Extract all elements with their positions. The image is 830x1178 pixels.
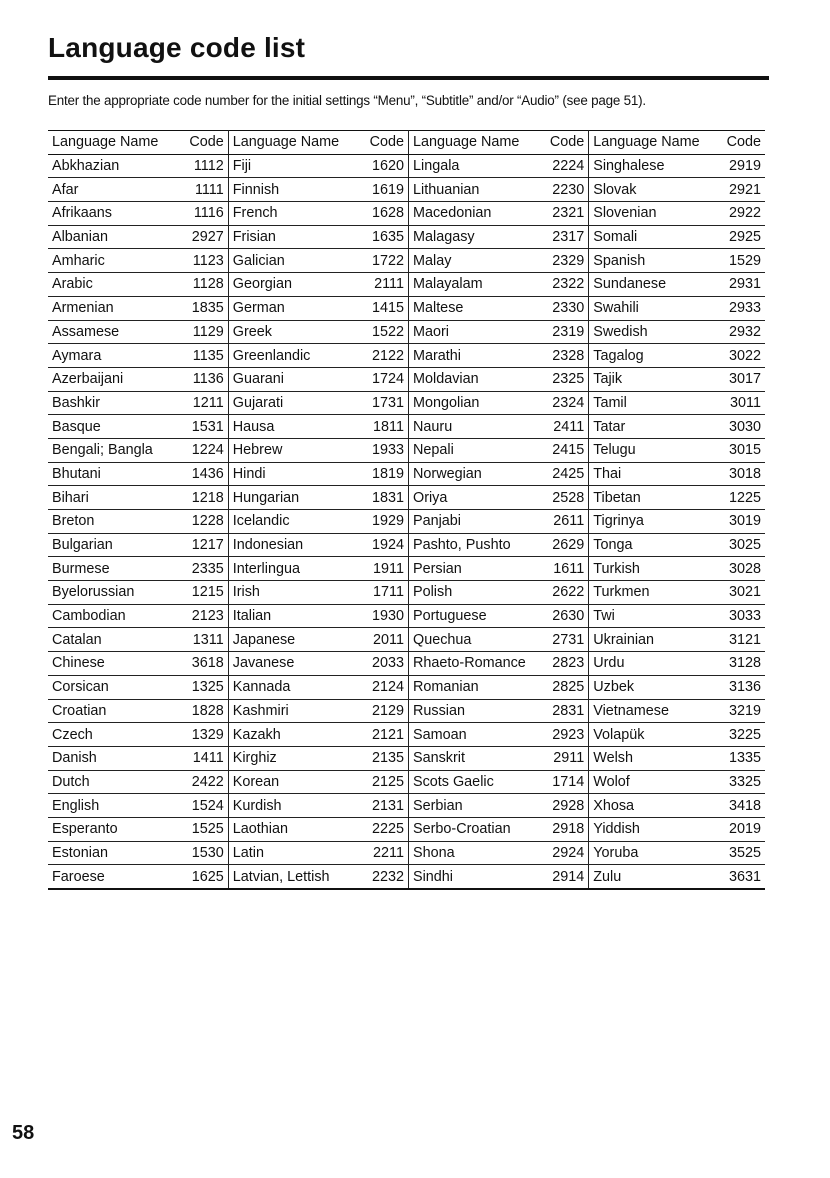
language-code-cell: 1722 <box>361 249 408 273</box>
language-name-cell: Romanian <box>409 675 542 699</box>
language-code-cell: 3618 <box>181 652 228 676</box>
language-code-cell: 3018 <box>720 462 765 486</box>
language-code-cell: 2325 <box>541 367 588 391</box>
language-name-cell: Greek <box>228 320 361 344</box>
language-name-cell: Corsican <box>48 675 181 699</box>
language-name-cell: Laothian <box>228 817 361 841</box>
header-language-name: Language Name <box>409 131 542 155</box>
language-name-cell: Bihari <box>48 486 181 510</box>
language-code-cell: 1411 <box>181 746 228 770</box>
language-code-cell: 1930 <box>361 604 408 628</box>
language-code-cell: 2317 <box>541 225 588 249</box>
language-code-cell: 2425 <box>541 462 588 486</box>
header-language-name: Language Name <box>48 131 181 155</box>
language-name-cell: Russian <box>409 699 542 723</box>
language-name-cell: Serbo-Croatian <box>409 817 542 841</box>
table-row <box>48 675 765 699</box>
language-name-cell: Urdu <box>589 652 720 676</box>
language-name-cell: Hungarian <box>228 486 361 510</box>
language-name-cell: Tamil <box>589 391 720 415</box>
page-number: 58 <box>12 1122 35 1144</box>
table-row <box>48 794 765 818</box>
language-name-cell: Irish <box>228 581 361 605</box>
table-row <box>48 225 765 249</box>
table-row <box>48 628 765 652</box>
language-code-cell: 3219 <box>720 699 765 723</box>
language-name-cell: Armenian <box>48 296 181 320</box>
page-title: Language code list <box>48 32 306 63</box>
language-code-cell: 2019 <box>720 817 765 841</box>
language-code-cell: 2131 <box>361 794 408 818</box>
language-code-cell: 2329 <box>541 249 588 273</box>
header-code: Code <box>541 131 588 155</box>
language-code-cell: 1415 <box>361 296 408 320</box>
language-name-cell: Norwegian <box>409 462 542 486</box>
language-name-cell: Frisian <box>228 225 361 249</box>
language-name-cell: Lingala <box>409 154 542 178</box>
language-code-cell: 3030 <box>720 415 765 439</box>
language-name-cell: Malay <box>409 249 542 273</box>
language-code-cell: 1129 <box>181 320 228 344</box>
language-name-cell: Slovak <box>589 178 720 202</box>
language-code-cell: 2921 <box>720 178 765 202</box>
language-code-cell: 2731 <box>541 628 588 652</box>
language-code-cell: 1136 <box>181 367 228 391</box>
table-row <box>48 296 765 320</box>
table-row <box>48 817 765 841</box>
language-name-cell: Maltese <box>409 296 542 320</box>
table-row <box>48 415 765 439</box>
language-name-cell: Tigrinya <box>589 510 720 534</box>
language-code-cell: 2422 <box>181 770 228 794</box>
language-name-cell: Bashkir <box>48 391 181 415</box>
table-row <box>48 320 765 344</box>
language-name-cell: Fiji <box>228 154 361 178</box>
language-code-cell: 2324 <box>541 391 588 415</box>
language-code-cell: 2924 <box>541 841 588 865</box>
language-name-cell: Italian <box>228 604 361 628</box>
table-header-row <box>48 131 765 155</box>
language-name-cell: Wolof <box>589 770 720 794</box>
language-name-cell: Breton <box>48 510 181 534</box>
language-code-cell: 2918 <box>541 817 588 841</box>
table-row <box>48 462 765 486</box>
language-name-cell: English <box>48 794 181 818</box>
language-code-cell: 3021 <box>720 581 765 605</box>
language-name-cell: Yiddish <box>589 817 720 841</box>
language-code-cell: 1217 <box>181 533 228 557</box>
language-name-cell: Zulu <box>589 865 720 889</box>
language-code-cell: 1924 <box>361 533 408 557</box>
language-code-cell: 3128 <box>720 652 765 676</box>
title-divider <box>48 76 769 80</box>
language-name-cell: Hindi <box>228 462 361 486</box>
table-row <box>48 652 765 676</box>
language-name-cell: Danish <box>48 746 181 770</box>
language-code-cell: 1929 <box>361 510 408 534</box>
language-code-cell: 1111 <box>181 178 228 202</box>
language-name-cell: Burmese <box>48 557 181 581</box>
header-code: Code <box>720 131 765 155</box>
language-code-cell: 2230 <box>541 178 588 202</box>
language-code-cell: 2528 <box>541 486 588 510</box>
language-code-cell: 2319 <box>541 320 588 344</box>
language-name-cell: Azerbaijani <box>48 367 181 391</box>
language-name-cell: Catalan <box>48 628 181 652</box>
language-name-cell: Shona <box>409 841 542 865</box>
table-row <box>48 178 765 202</box>
language-code-cell: 1714 <box>541 770 588 794</box>
language-code-cell: 2629 <box>541 533 588 557</box>
language-code-cell: 1116 <box>181 202 228 226</box>
language-name-cell: Bengali; Bangla <box>48 438 181 462</box>
language-name-cell: Latin <box>228 841 361 865</box>
language-name-cell: French <box>228 202 361 226</box>
language-code-cell: 2911 <box>541 746 588 770</box>
language-code-cell: 1224 <box>181 438 228 462</box>
table-row <box>48 557 765 581</box>
language-code-cell: 1819 <box>361 462 408 486</box>
language-name-cell: Panjabi <box>409 510 542 534</box>
language-name-cell: Javanese <box>228 652 361 676</box>
language-code-cell: 2823 <box>541 652 588 676</box>
language-code-cell: 3033 <box>720 604 765 628</box>
table-row <box>48 770 765 794</box>
language-code-cell: 2135 <box>361 746 408 770</box>
table-row <box>48 533 765 557</box>
language-code-cell: 2919 <box>720 154 765 178</box>
table-row <box>48 438 765 462</box>
language-code-cell: 3028 <box>720 557 765 581</box>
language-code-cell: 1828 <box>181 699 228 723</box>
language-name-cell: Chinese <box>48 652 181 676</box>
language-code-cell: 2932 <box>720 320 765 344</box>
language-name-cell: Japanese <box>228 628 361 652</box>
language-code-cell: 1625 <box>181 865 228 889</box>
language-name-cell: Somali <box>589 225 720 249</box>
language-code-cell: 1522 <box>361 320 408 344</box>
language-code-cell: 2925 <box>720 225 765 249</box>
language-code-cell: 2825 <box>541 675 588 699</box>
language-code-cell: 1711 <box>361 581 408 605</box>
language-code-cell: 2927 <box>181 225 228 249</box>
language-code-cell: 1831 <box>361 486 408 510</box>
language-name-cell: Tajik <box>589 367 720 391</box>
language-code-cell: 3121 <box>720 628 765 652</box>
language-name-cell: German <box>228 296 361 320</box>
language-name-cell: Welsh <box>589 746 720 770</box>
language-name-cell: Ukrainian <box>589 628 720 652</box>
language-name-cell: Mongolian <box>409 391 542 415</box>
header-language-name: Language Name <box>228 131 361 155</box>
language-code-cell: 1112 <box>181 154 228 178</box>
language-code-cell: 1215 <box>181 581 228 605</box>
language-name-cell: Esperanto <box>48 817 181 841</box>
header-code: Code <box>181 131 228 155</box>
language-code-cell: 2330 <box>541 296 588 320</box>
language-name-cell: Galician <box>228 249 361 273</box>
language-code-cell: 2211 <box>361 841 408 865</box>
language-name-cell: Faroese <box>48 865 181 889</box>
language-code-cell: 2415 <box>541 438 588 462</box>
language-name-cell: Pashto, Pushto <box>409 533 542 557</box>
language-name-cell: Sundanese <box>589 273 720 297</box>
language-code-cell: 1611 <box>541 557 588 581</box>
language-code-cell: 2611 <box>541 510 588 534</box>
language-name-cell: Persian <box>409 557 542 581</box>
language-code-cell: 2124 <box>361 675 408 699</box>
language-code-cell: 2931 <box>720 273 765 297</box>
language-code-cell: 3015 <box>720 438 765 462</box>
language-name-cell: Tonga <box>589 533 720 557</box>
language-code-cell: 2914 <box>541 865 588 889</box>
language-code-cell: 1529 <box>720 249 765 273</box>
language-code-cell: 2129 <box>361 699 408 723</box>
language-code-cell: 1123 <box>181 249 228 273</box>
language-name-cell: Croatian <box>48 699 181 723</box>
language-name-cell: Nauru <box>409 415 542 439</box>
intro-text: Enter the appropriate code number for the initial settings “Menu”, “Subtitle” and/or “Audio” (see page 51). <box>48 93 646 108</box>
table-row <box>48 391 765 415</box>
language-code-cell: 1635 <box>361 225 408 249</box>
language-code-cell: 2622 <box>541 581 588 605</box>
language-name-cell: Dutch <box>48 770 181 794</box>
language-code-cell: 2033 <box>361 652 408 676</box>
language-name-cell: Arabic <box>48 273 181 297</box>
language-code-cell: 2125 <box>361 770 408 794</box>
language-name-cell: Albanian <box>48 225 181 249</box>
language-code-cell: 3225 <box>720 723 765 747</box>
language-code-cell: 3011 <box>720 391 765 415</box>
language-name-cell: Spanish <box>589 249 720 273</box>
language-name-cell: Xhosa <box>589 794 720 818</box>
language-name-cell: Rhaeto-Romance <box>409 652 542 676</box>
language-name-cell: Amharic <box>48 249 181 273</box>
language-code-cell: 2322 <box>541 273 588 297</box>
language-code-table <box>48 130 765 890</box>
language-code-cell: 1530 <box>181 841 228 865</box>
language-name-cell: Sanskrit <box>409 746 542 770</box>
header-code: Code <box>361 131 408 155</box>
language-name-cell: Assamese <box>48 320 181 344</box>
language-name-cell: Indonesian <box>228 533 361 557</box>
language-code-cell: 2933 <box>720 296 765 320</box>
language-name-cell: Hausa <box>228 415 361 439</box>
table-row <box>48 344 765 368</box>
language-name-cell: Afrikaans <box>48 202 181 226</box>
language-code-cell: 1620 <box>361 154 408 178</box>
language-name-cell: Macedonian <box>409 202 542 226</box>
language-name-cell: Tagalog <box>589 344 720 368</box>
language-name-cell: Telugu <box>589 438 720 462</box>
language-code-cell: 2328 <box>541 344 588 368</box>
table-row <box>48 273 765 297</box>
language-name-cell: Hebrew <box>228 438 361 462</box>
language-code-cell: 1225 <box>720 486 765 510</box>
language-code-cell: 3019 <box>720 510 765 534</box>
table-row <box>48 486 765 510</box>
language-code-cell: 1731 <box>361 391 408 415</box>
language-name-cell: Estonian <box>48 841 181 865</box>
language-code-cell: 1211 <box>181 391 228 415</box>
language-code-cell: 1835 <box>181 296 228 320</box>
language-name-cell: Tibetan <box>589 486 720 510</box>
language-name-cell: Turkish <box>589 557 720 581</box>
language-name-cell: Lithuanian <box>409 178 542 202</box>
language-code-cell: 3418 <box>720 794 765 818</box>
language-name-cell: Swedish <box>589 320 720 344</box>
language-code-cell: 1524 <box>181 794 228 818</box>
table-row <box>48 249 765 273</box>
language-code-cell: 1911 <box>361 557 408 581</box>
language-code-cell: 1619 <box>361 178 408 202</box>
language-name-cell: Latvian, Lettish <box>228 865 361 889</box>
language-code-cell: 3022 <box>720 344 765 368</box>
language-name-cell: Twi <box>589 604 720 628</box>
table-row <box>48 581 765 605</box>
language-code-cell: 1724 <box>361 367 408 391</box>
language-code-cell: 2122 <box>361 344 408 368</box>
language-name-cell: Greenlandic <box>228 344 361 368</box>
language-code-cell: 1335 <box>720 746 765 770</box>
language-name-cell: Portuguese <box>409 604 542 628</box>
language-code-cell: 2630 <box>541 604 588 628</box>
table-row <box>48 604 765 628</box>
language-name-cell: Czech <box>48 723 181 747</box>
language-name-cell: Icelandic <box>228 510 361 534</box>
table-row <box>48 510 765 534</box>
table-body <box>48 154 765 889</box>
table-row <box>48 154 765 178</box>
language-name-cell: Finnish <box>228 178 361 202</box>
language-code-cell: 3025 <box>720 533 765 557</box>
language-code-cell: 2321 <box>541 202 588 226</box>
language-code-cell: 1525 <box>181 817 228 841</box>
language-code-cell: 1531 <box>181 415 228 439</box>
language-name-cell: Maori <box>409 320 542 344</box>
language-name-cell: Kazakh <box>228 723 361 747</box>
language-code-cell: 2928 <box>541 794 588 818</box>
language-name-cell: Georgian <box>228 273 361 297</box>
language-code-cell: 2831 <box>541 699 588 723</box>
language-code-cell: 1325 <box>181 675 228 699</box>
language-code-cell: 2121 <box>361 723 408 747</box>
language-code-cell: 1218 <box>181 486 228 510</box>
language-name-cell: Interlingua <box>228 557 361 581</box>
language-name-cell: Scots Gaelic <box>409 770 542 794</box>
language-name-cell: Thai <box>589 462 720 486</box>
language-code-cell: 1311 <box>181 628 228 652</box>
language-name-cell: Vietnamese <box>589 699 720 723</box>
language-code-cell: 1329 <box>181 723 228 747</box>
language-name-cell: Swahili <box>589 296 720 320</box>
language-name-cell: Polish <box>409 581 542 605</box>
language-name-cell: Volapük <box>589 723 720 747</box>
language-name-cell: Sindhi <box>409 865 542 889</box>
language-name-cell: Slovenian <box>589 202 720 226</box>
language-name-cell: Guarani <box>228 367 361 391</box>
language-name-cell: Nepali <box>409 438 542 462</box>
language-name-cell: Cambodian <box>48 604 181 628</box>
language-code-cell: 3631 <box>720 865 765 889</box>
language-name-cell: Kirghiz <box>228 746 361 770</box>
language-name-cell: Bhutani <box>48 462 181 486</box>
language-code-cell: 3017 <box>720 367 765 391</box>
language-name-cell: Bulgarian <box>48 533 181 557</box>
language-code-cell: 2011 <box>361 628 408 652</box>
table-row <box>48 746 765 770</box>
table-row <box>48 841 765 865</box>
language-code-cell: 2922 <box>720 202 765 226</box>
language-code-cell: 3136 <box>720 675 765 699</box>
language-name-cell: Yoruba <box>589 841 720 865</box>
language-name-cell: Singhalese <box>589 154 720 178</box>
language-code-cell: 1228 <box>181 510 228 534</box>
table-row <box>48 202 765 226</box>
language-name-cell: Aymara <box>48 344 181 368</box>
language-code-cell: 1135 <box>181 344 228 368</box>
language-name-cell: Turkmen <box>589 581 720 605</box>
table-row <box>48 865 765 889</box>
language-code-cell: 1128 <box>181 273 228 297</box>
language-code-cell: 2123 <box>181 604 228 628</box>
language-name-cell: Oriya <box>409 486 542 510</box>
language-name-cell: Marathi <box>409 344 542 368</box>
language-name-cell: Kashmiri <box>228 699 361 723</box>
language-name-cell: Basque <box>48 415 181 439</box>
header-language-name: Language Name <box>589 131 720 155</box>
language-name-cell: Moldavian <box>409 367 542 391</box>
language-code-cell: 3325 <box>720 770 765 794</box>
language-name-cell: Afar <box>48 178 181 202</box>
language-code-cell: 2224 <box>541 154 588 178</box>
language-name-cell: Korean <box>228 770 361 794</box>
language-code-cell: 2225 <box>361 817 408 841</box>
language-name-cell: Kannada <box>228 675 361 699</box>
language-name-cell: Kurdish <box>228 794 361 818</box>
language-code-cell: 1811 <box>361 415 408 439</box>
table-row <box>48 723 765 747</box>
language-name-cell: Abkhazian <box>48 154 181 178</box>
language-name-cell: Uzbek <box>589 675 720 699</box>
language-code-cell: 2923 <box>541 723 588 747</box>
language-name-cell: Quechua <box>409 628 542 652</box>
language-code-cell: 2411 <box>541 415 588 439</box>
language-code-cell: 2335 <box>181 557 228 581</box>
table-row <box>48 699 765 723</box>
language-name-cell: Samoan <box>409 723 542 747</box>
language-name-cell: Malagasy <box>409 225 542 249</box>
language-name-cell: Serbian <box>409 794 542 818</box>
language-name-cell: Byelorussian <box>48 581 181 605</box>
language-code-cell: 1628 <box>361 202 408 226</box>
language-code-cell: 3525 <box>720 841 765 865</box>
language-code-cell: 2232 <box>361 865 408 889</box>
table-row <box>48 367 765 391</box>
language-code-cell: 1933 <box>361 438 408 462</box>
language-code-cell: 1436 <box>181 462 228 486</box>
language-name-cell: Tatar <box>589 415 720 439</box>
language-name-cell: Gujarati <box>228 391 361 415</box>
language-name-cell: Malayalam <box>409 273 542 297</box>
language-code-cell: 2111 <box>361 273 408 297</box>
